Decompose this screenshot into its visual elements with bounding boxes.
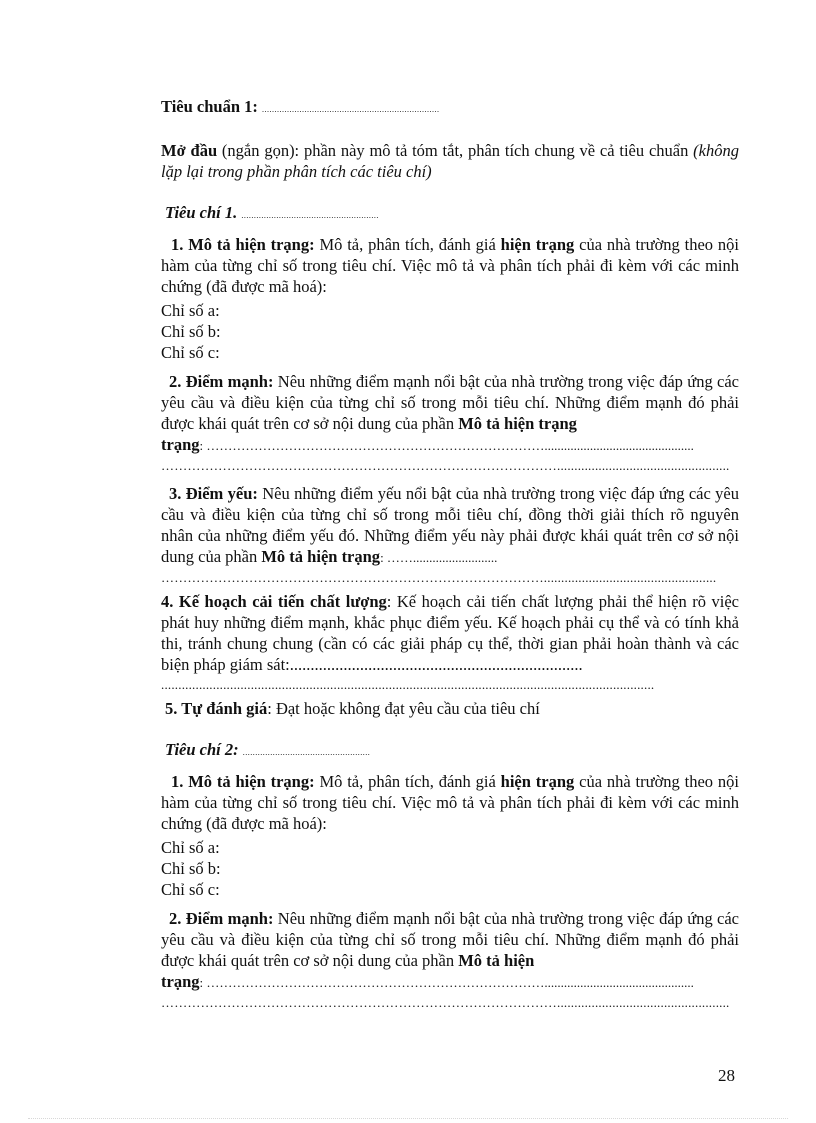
c1-strength-line1 [161,434,739,456]
standard-label: Tiêu chuẩn 1: [161,97,258,116]
c2-current-b: hiện trạng [500,772,575,791]
c2-strength-ref: Mô tả hiện [458,951,535,970]
c1-strength-line1-word: trạng [161,435,200,454]
c1-plan-bold: 4. Kế hoạch cải tiến chất lượng [161,592,387,611]
page-content [161,96,739,1012]
c1-current-bold: 1. Mô tả hiện trạng: [171,235,315,254]
c1-indicator-a: Chỉ số a: [161,301,220,320]
c2-current-bold: 1. Mô tả hiện trạng: [171,772,315,791]
criterion-1-label: Tiêu chí 1. [165,203,238,222]
c2-strength-line1 [161,971,739,993]
c1-plan-line2: ............................................................................................................................................... [161,677,655,692]
intro-bold: Mở đầu [161,141,218,160]
standard-heading [161,96,739,120]
footer-divider [28,1118,788,1119]
c2-current-c: của nhà trường theo nội hàm của từng chỉ số trong tiêu chí. Việc mô tả và phân tích phải đi kèm với các minh chứng (đã được mã hoá): [161,772,739,833]
criterion-2-dots: ................................................... [242,748,371,757]
c2-indicator-b: Chỉ số b: [161,859,221,878]
c2-strength-line1-dots: : …………………………………………………………………….............................................. [199,975,694,990]
criterion-2-current-state [161,771,739,834]
c1-weak-tail: : …….......................... [380,550,498,565]
c1-indicator-c: Chỉ số c: [161,343,220,362]
c1-weak-line2: …………………………………………………………………………….................................................. [161,570,717,585]
intro-italic: (không lặp lại trong phần phân tích các tiêu chí) [161,141,739,181]
standard-dots: ....................................................................... [262,105,440,114]
criterion-1-dots: ....................................................... [241,211,379,220]
c1-self-text: : Đạt hoặc không đạt yêu cầu của tiêu chí [267,699,540,718]
c1-self-bold: 5. Tự đánh giá [165,699,268,718]
c2-strength-line1-word: trạng [161,972,200,991]
c1-strength-line1-dots: : …………………………………………………………………….............................................. [199,438,694,453]
criterion-1-weaknesses [161,483,739,568]
standard-intro [161,140,739,182]
c1-weak-ref: Mô tả hiện trạng [261,547,381,566]
c1-current-a: Mô tả, phân tích, đánh giá [314,235,501,254]
c1-strength-text: Nêu những điểm mạnh nổi bật của nhà trường trong việc đáp ứng các yêu cầu và điều kiện của từng chỉ số trong mỗi tiêu chí. Những điểm mạnh đó phải được khái quát trên cơ sở nội dung của phần [161,372,739,433]
c1-strength-bold: 2. Điểm mạnh: [169,372,274,391]
c2-strength-bold: 2. Điểm mạnh: [169,909,274,928]
c1-plan-text: : Kế hoạch cải tiến chất lượng phải thể hiện rõ việc phát huy những điểm mạnh, khắc phục điểm yếu. Kế hoạch phải cụ thể và có tính khả thi, tránh chung chung (cần có các giải pháp cụ thể, thời gian phải hoàn thành và các biện pháp giám sát:....................................................................... [161,592,739,674]
c1-strength-ref: Mô tả hiện trạng [458,414,577,433]
criterion-2-heading [165,739,739,763]
criterion-2-strengths [161,908,739,971]
criterion-1-plan [161,591,739,675]
c2-current-a: Mô tả, phân tích, đánh giá [314,772,501,791]
c2-strength-line2: ……………………………………………………………………………….................................................. [161,995,730,1010]
c1-indicator-b: Chỉ số b: [161,322,221,341]
page-number: 28 [718,1066,735,1085]
c2-indicator-c: Chỉ số c: [161,880,220,899]
criterion-1-current-state [161,234,739,297]
criterion-1-self-assessment [165,698,739,719]
c1-current-b: hiện trạng [500,235,575,254]
intro-text: (ngắn gọn): phần này mô tả tóm tắt, phân tích chung về cả tiêu chuẩn [217,141,694,160]
criterion-2-label: Tiêu chí 2: [165,740,239,759]
c2-strength-text: Nêu những điểm mạnh nổi bật của nhà trường trong việc đáp ứng các yêu cầu và điều kiện của từng chỉ số trong mỗi tiêu chí. Những điểm mạnh đó phải được khái quát trên cơ sở nội dung của phần [161,909,739,970]
criterion-1-heading [165,202,739,226]
c1-strength-line2: ……………………………………………………………………………….................................................. [161,458,730,473]
c1-current-c: của nhà trường theo nội hàm của từng chỉ số trong tiêu chí. Việc mô tả và phân tích phải đi kèm với các minh chứng (đã được mã hoá): [161,235,739,296]
c1-weak-text: Nêu những điểm yếu nổi bật của nhà trường trong việc đáp ứng các yêu cầu và điều kiện của từng chỉ số trong mỗi tiêu chí, đồng thời giải thích rõ nguyên nhân của những điểm yếu đó. Những điểm yếu này phải được khái quát trên cơ sở nội dung của phần [161,484,739,566]
criterion-1-strengths [161,371,739,434]
c2-indicator-a: Chỉ số a: [161,838,220,857]
c1-weak-bold: 3. Điểm yếu: [169,484,258,503]
